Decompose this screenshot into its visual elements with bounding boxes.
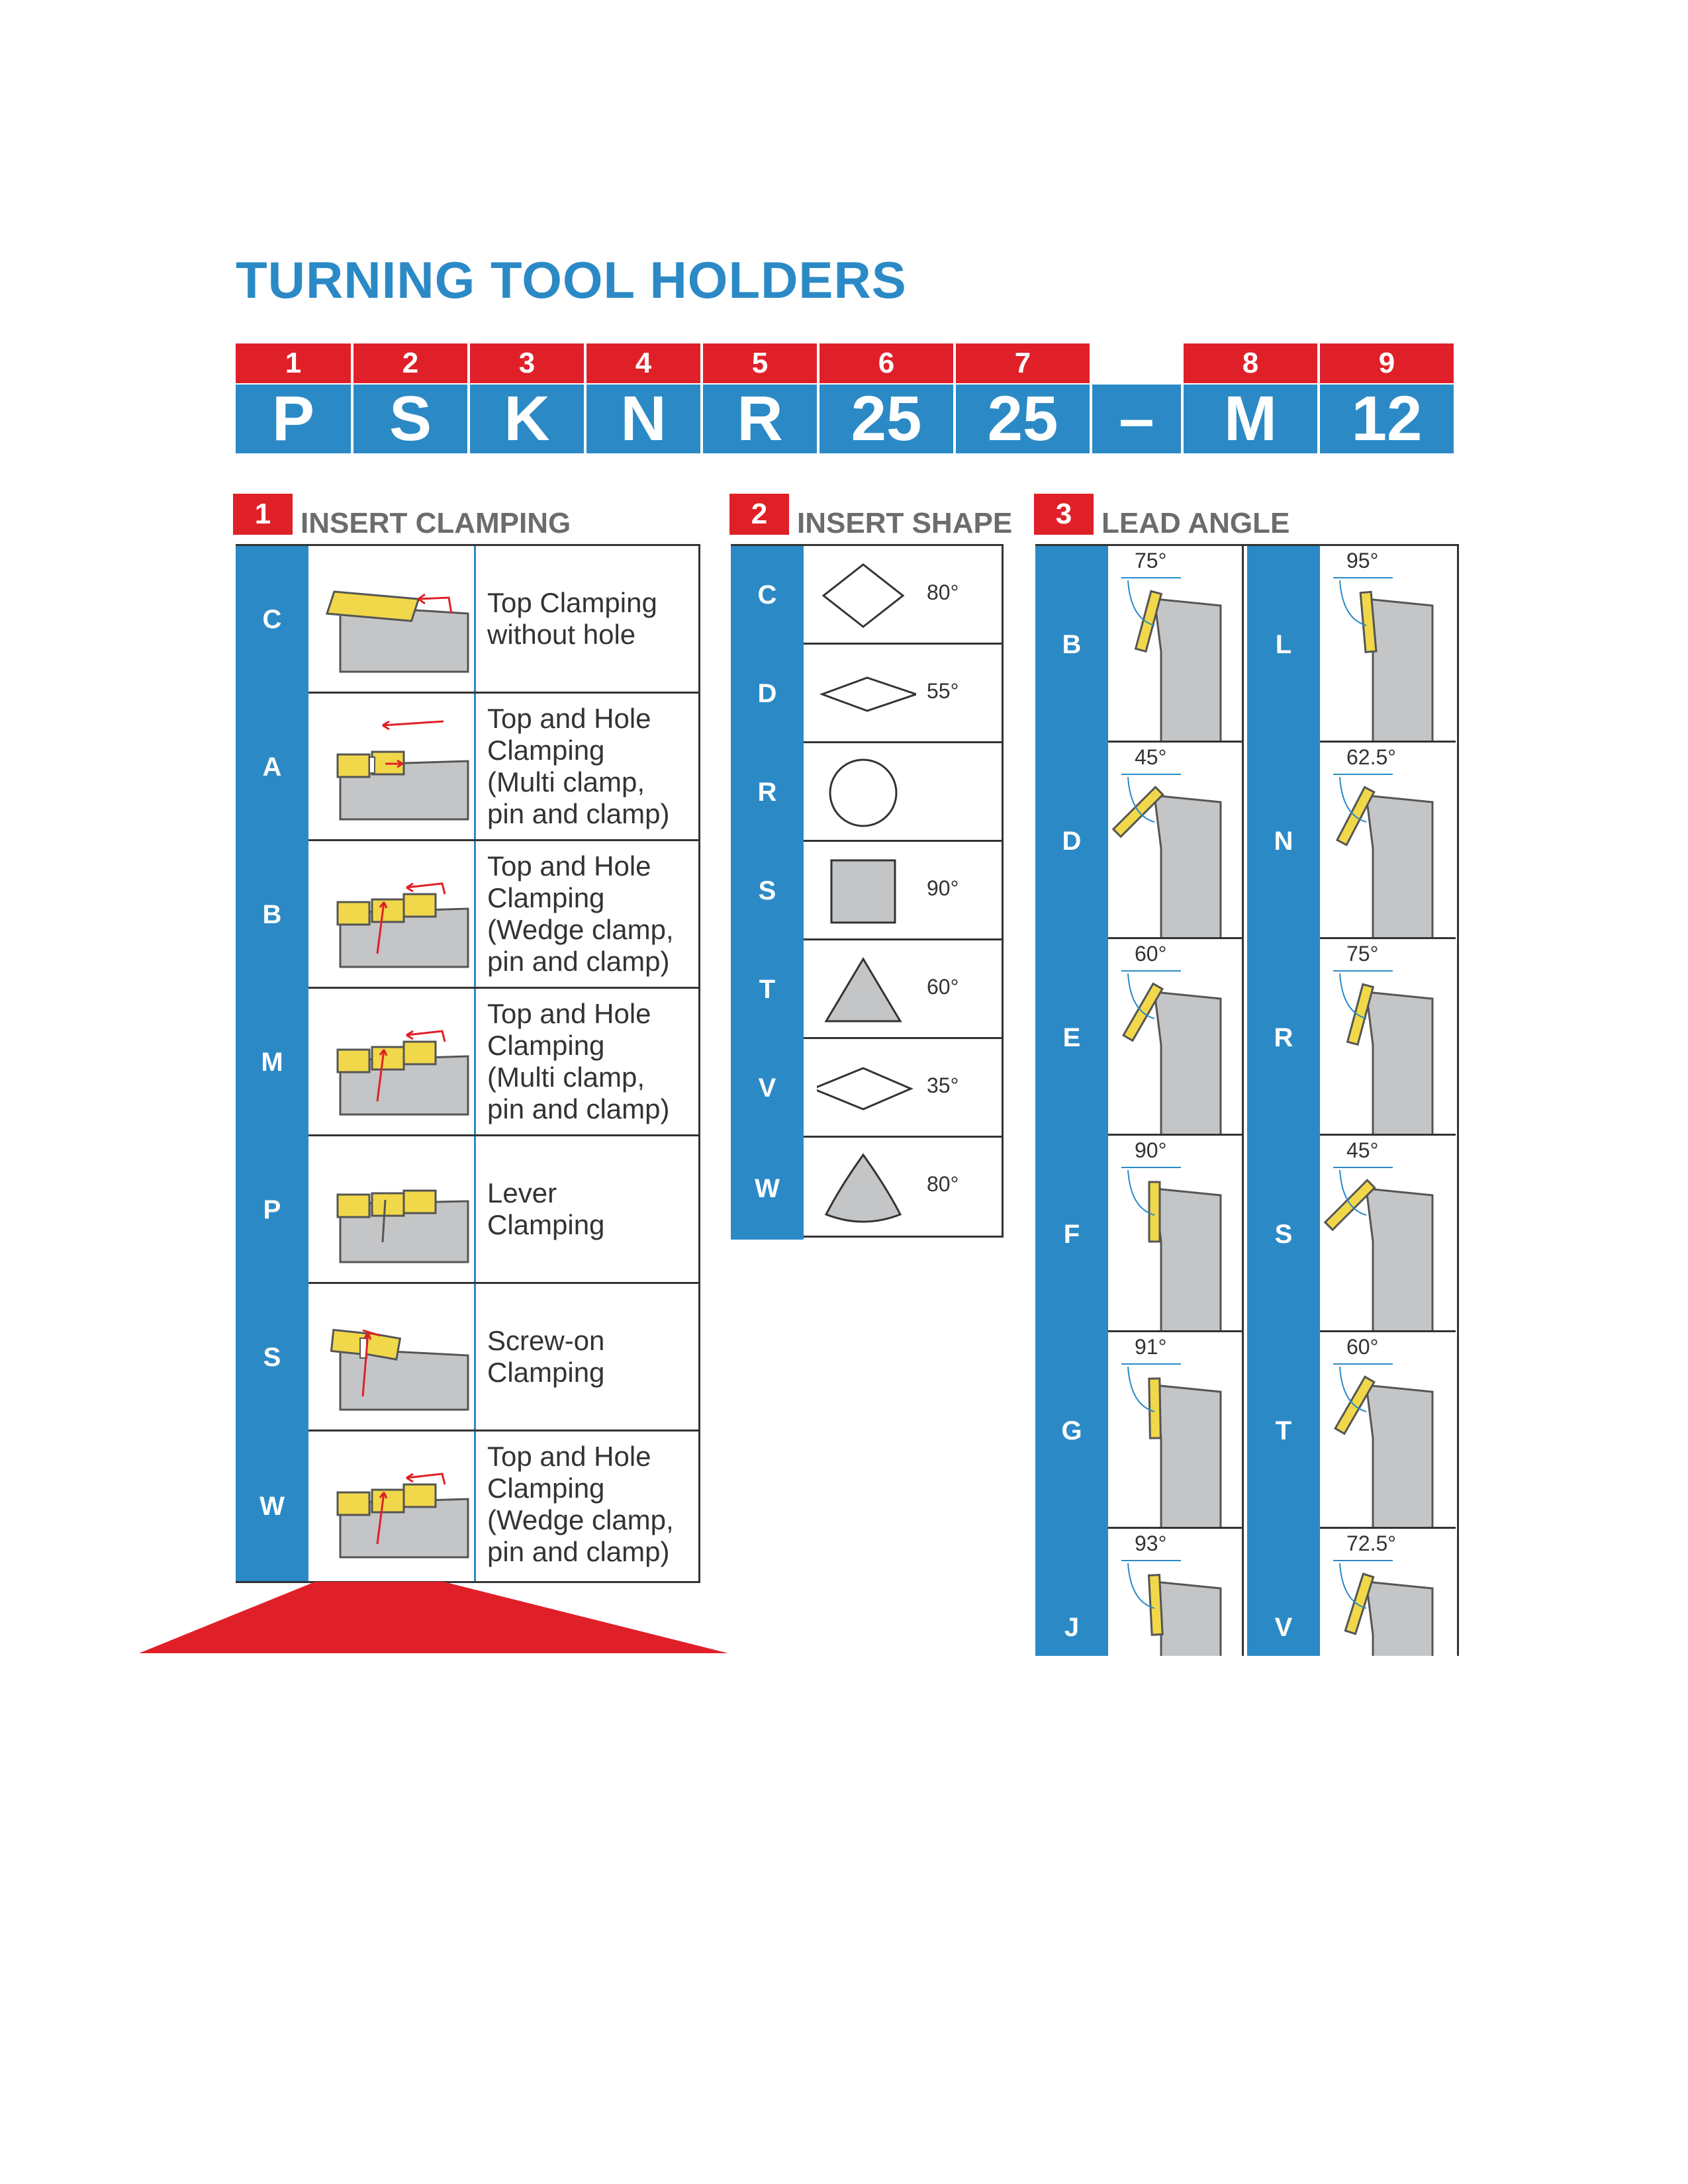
lead-diagram	[1108, 1529, 1244, 1656]
tool-holder-icon	[1108, 939, 1244, 1136]
clamp-top-icon	[319, 566, 471, 675]
lead-angle-label: 60°	[1135, 942, 1167, 966]
lead-angle-label: 93°	[1135, 1531, 1167, 1555]
lead-code: G	[1035, 1332, 1108, 1530]
lead-angle-label: 95°	[1346, 549, 1379, 572]
section-header-clamping: 1 INSERT CLAMPING	[233, 494, 571, 535]
code-position-9: 9 12	[1320, 343, 1454, 453]
square-icon	[817, 855, 910, 928]
row-code: P	[236, 1136, 308, 1284]
clamp-wedge-icon	[319, 861, 471, 970]
lead-angle-label: 90°	[1135, 1138, 1167, 1162]
table-row	[731, 1138, 1002, 1236]
tool-holder-icon	[1320, 939, 1456, 1136]
row-code: W	[236, 1432, 308, 1581]
tool-holder-icon	[1108, 1529, 1244, 1656]
table-row	[236, 989, 698, 1136]
table-row	[236, 1136, 698, 1284]
lead-code: E	[1035, 939, 1108, 1137]
code-position-3: 3 K	[470, 343, 584, 453]
lead-diagram	[1108, 743, 1244, 939]
red-arrow-decoration	[139, 1582, 728, 1656]
table-row	[236, 1284, 698, 1432]
table-row	[731, 645, 1002, 743]
tool-holder-icon	[1108, 546, 1244, 743]
lead-angle-label: 72.5°	[1346, 1531, 1397, 1555]
lead-diagram	[1320, 1529, 1456, 1656]
lead-code: T	[1247, 1332, 1320, 1530]
lead-code: B	[1035, 546, 1108, 744]
rhombus-55-icon	[817, 658, 916, 731]
row-description: Top and Hole Clamping (Multi clamp, pin and clamp)	[487, 703, 670, 829]
row-code: C	[731, 546, 804, 645]
insert-shape-table	[731, 544, 1004, 1238]
lead-code: N	[1247, 743, 1320, 940]
row-code: A	[236, 694, 308, 841]
lead-diagram	[1108, 1332, 1244, 1529]
tool-holder-icon	[1108, 743, 1244, 939]
shape-angle: 80°	[927, 1172, 959, 1196]
lead-angle-label: 45°	[1135, 745, 1167, 769]
lead-angle-label: 75°	[1135, 549, 1167, 572]
insert-clamping-table	[236, 544, 700, 1583]
code-position-4: 4 N	[586, 343, 700, 453]
table-row	[236, 546, 698, 694]
lead-diagram	[1108, 546, 1244, 743]
section-header-lead: 3 LEAD ANGLE	[1034, 494, 1289, 535]
code-position-5: 5 R	[703, 343, 817, 453]
lead-diagram	[1320, 1136, 1456, 1332]
lead-angle-grid	[1035, 544, 1459, 1656]
row-code: R	[731, 743, 804, 842]
row-code: V	[731, 1039, 804, 1138]
table-row	[731, 1039, 1002, 1138]
tool-holder-icon	[1320, 743, 1456, 939]
shape-angle: 90°	[927, 876, 959, 900]
lead-diagram	[1108, 939, 1244, 1136]
code-position-8: 8 M	[1184, 343, 1317, 453]
lead-angle-label: 45°	[1346, 1138, 1379, 1162]
triangle-icon	[817, 954, 910, 1026]
table-row	[731, 842, 1002, 940]
row-description: Top and Hole Clamping (Wedge clamp, pin and clamp)	[487, 850, 674, 977]
row-code: M	[236, 989, 308, 1136]
code-position-7: 7 25	[956, 343, 1090, 453]
row-description: Screw-on Clamping	[487, 1325, 605, 1388]
rhombus-80-icon	[817, 559, 910, 632]
tool-holder-icon	[1320, 1136, 1456, 1332]
row-code: B	[236, 841, 308, 989]
table-row	[731, 940, 1002, 1039]
code-position-6: 6 25	[820, 343, 953, 453]
table-row	[236, 1432, 698, 1581]
lead-diagram	[1320, 1332, 1456, 1529]
row-code: T	[731, 940, 804, 1039]
lead-angle-label: 75°	[1346, 942, 1379, 966]
table-row	[731, 743, 1002, 842]
table-row	[236, 841, 698, 989]
row-description: Top Clamping without hole	[487, 587, 657, 650]
row-code: D	[731, 645, 804, 743]
lead-code: L	[1247, 546, 1320, 744]
code-position-1: 1 P	[236, 343, 351, 453]
row-description: Top and Hole Clamping (Multi clamp, pin and clamp)	[487, 998, 670, 1124]
row-code: S	[236, 1284, 308, 1432]
clamp-lever-icon	[319, 1156, 471, 1265]
round-icon	[817, 756, 910, 829]
tool-holder-icon	[1320, 1332, 1456, 1529]
page-title: TURNING TOOL HOLDERS	[236, 251, 907, 309]
shape-angle: 60°	[927, 975, 959, 999]
tool-holder-icon	[1108, 1332, 1244, 1529]
table-row	[731, 546, 1002, 645]
code-position-2: 2 S	[353, 343, 467, 453]
lead-angle-label: 91°	[1135, 1335, 1167, 1359]
lead-code: V	[1247, 1529, 1320, 1656]
code-separator: –	[1092, 343, 1181, 453]
clamp-multi-icon	[319, 713, 471, 823]
lead-code: R	[1247, 939, 1320, 1137]
lead-diagram	[1320, 546, 1456, 743]
shape-angle: 35°	[927, 1073, 959, 1097]
shape-angle: 55°	[927, 679, 959, 703]
row-code: C	[236, 546, 308, 694]
clamp-wedge-pin-icon	[319, 1451, 471, 1561]
shape-angle: 80°	[927, 580, 959, 604]
row-description: Top and Hole Clamping (Wedge clamp, pin and clamp)	[487, 1441, 674, 1567]
lead-angle-label: 62.5°	[1346, 745, 1397, 769]
rhombus-35-icon	[817, 1052, 916, 1125]
lead-diagram	[1320, 743, 1456, 939]
trigon-icon	[817, 1151, 910, 1228]
lead-code: F	[1035, 1136, 1108, 1334]
lead-code: S	[1247, 1136, 1320, 1334]
clamp-multi-pin-icon	[319, 1009, 471, 1118]
lead-angle-label: 60°	[1346, 1335, 1379, 1359]
tool-holder-icon	[1320, 546, 1456, 743]
lead-diagram	[1108, 1136, 1244, 1332]
row-description: Lever Clamping	[487, 1177, 605, 1240]
table-row	[236, 694, 698, 841]
tool-holder-icon	[1108, 1136, 1244, 1332]
lead-diagram	[1320, 939, 1456, 1136]
lead-code: D	[1035, 743, 1108, 940]
row-code: S	[731, 842, 804, 940]
clamp-screw-icon	[319, 1304, 471, 1413]
lead-code: J	[1035, 1529, 1108, 1656]
section-header-shape: 2 INSERT SHAPE	[729, 494, 1012, 535]
row-code: W	[731, 1138, 804, 1240]
